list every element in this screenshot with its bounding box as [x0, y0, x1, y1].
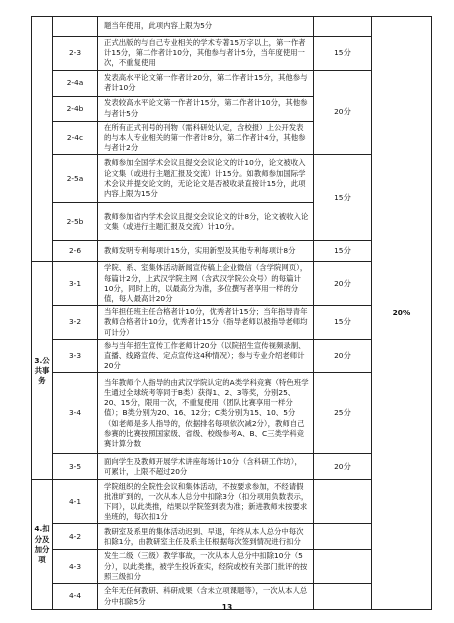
item-score: 15分 — [314, 241, 372, 262]
item-description: 参与当年招生宣传工作老师计20分（以院招生宣传视频录制、直播、线路宣传、定点宣传这4种情况）；参与专业介绍老师计20分 — [98, 339, 314, 373]
item-score: 20分 — [314, 70, 372, 155]
item-code: 4-2 — [53, 524, 98, 550]
item-score — [314, 480, 372, 524]
item-code: 3-5 — [53, 454, 98, 480]
item-description: 教师参加省内学术会议且提交会议论文的计8分，论文被收入论文集（或进行主题汇报及交流）计10分。 — [98, 203, 314, 241]
item-description: 发表较高水平论文第一作者计15分，第二作者计10分，其他参与者计5分 — [98, 96, 314, 121]
item-description: 当年担任班主任合格者计10分，优秀者计15分；当年指导青年教师合格者计10分，优秀者计15分（指导老师以被指导老师均可计分） — [98, 306, 314, 340]
item-description: 在所有正式刊号的刊物（需科研处认定，含校报）上公开发表的与本人专业相关的第一作者计8分，第二作者计4分，其他参与者计2分 — [98, 121, 314, 155]
criteria-table — [31, 16, 432, 610]
item-score: 15分 — [314, 37, 372, 71]
item-score — [314, 524, 372, 550]
item-description: 教研室及系里的集体活动迟到、早退，年终从本人总分中每次扣除1分，由教研室主任及系主任根据每次签到情况进行扣分 — [98, 524, 314, 550]
category-public-affairs: 3.公共事务 — [32, 262, 53, 480]
item-description: 学院组织的全院性会议和集体活动，不按要求参加，不经请假批准旷到的，一次从本人总分中扣除3分（扣分项用负数表示，下同），以此类推，结果以学院签到表为准；新进教师未按要求坐班的，每次扣1分 — [98, 480, 314, 524]
item-code: 2-4c — [53, 121, 98, 155]
item-score: 15分 — [314, 306, 372, 340]
item-score: 25分 — [314, 373, 372, 454]
total-weight: 20% — [372, 17, 432, 610]
item-code: 3-2 — [53, 306, 98, 340]
item-description: 面向学生及教师开展学术讲座每场计10分（含科研工作坊），可累计，上限不超过20分 — [98, 454, 314, 480]
table-row — [32, 17, 432, 37]
row-description: 题当年使用，此项内容上限为5分 — [98, 17, 314, 37]
item-code: 4-4 — [53, 584, 98, 610]
item-score: 20分 — [314, 262, 372, 306]
category-cell-2 — [32, 17, 53, 262]
item-description: 教师参加全国学术会议且提交会议论文的计10分，论文被收入论文集（或进行主题汇报及交流）计15分。如教师参加国际学术会议并提交论文的，无论论文是否被收录直接计15分，此项内容上限为15分 — [98, 155, 314, 203]
item-code: 2-4b — [53, 96, 98, 121]
item-code: 2-3 — [53, 37, 98, 71]
page-number: 13 — [221, 603, 233, 612]
item-description: 全年无任何教研、科研成果（含未立项课题等），一次从本人总分中扣除5分 — [98, 584, 314, 610]
item-code: 3-4 — [53, 373, 98, 454]
item-description: 正式出版的与自己专业相关的学术专著15万字以上，第一作者计15分，第二作者计10分，其他参与者计5分，当年度使用一次，不重复使用 — [98, 37, 314, 71]
category-deductions: 4.扣分及加分项 — [32, 480, 53, 610]
item-score: 20分 — [314, 339, 372, 373]
item-code: 3-1 — [53, 262, 98, 306]
item-code: 2-5b — [53, 203, 98, 241]
item-score: 20分 — [314, 454, 372, 480]
item-description: 教师发明专利每项计15分，实用新型及其他专利每项计8分 — [98, 241, 314, 262]
item-code: 4-3 — [53, 550, 98, 584]
item-description: 发表高水平论文第一作者计20分，第二作者计15分，其他参与者计10分 — [98, 70, 314, 96]
item-score — [314, 550, 372, 584]
item-code: 2-6 — [53, 241, 98, 262]
item-description: 学院、系、室集体活动新闻宣传稿上企业微信（含学院网页），每篇计2分，上武汉学院主网（含武汉学院公众号）的每篇计10分，同时上的，以最高分为准，多位撰写者享用一样的分值，每人最高计20分 — [98, 262, 314, 306]
item-code: 2-5a — [53, 155, 98, 203]
item-description: 当年教师个人指导的由武汉学院认定的A类学科竞赛（特色班学生通过全球统考等同于B类）获得1、2、3等奖，分别25、20、15分，限用一次，不重复使用（团队比赛享用一样分值）；B类分别为20、16、12分；C类分别为15、10、5分（如老师是多人指导的，依据排名每项依次减2分），教师自己参赛的比赛按照国家级、省级、校级参考A、B、C三类学科竞赛计算分数 — [98, 373, 314, 454]
item-score: 15分 — [314, 155, 372, 241]
item-code: 4-1 — [53, 480, 98, 524]
item-code: 3-3 — [53, 339, 98, 373]
item-description: 发生二级（三级）教学事故，一次从本人总分中扣除10分（5分），以此类推，被学生投诉查实，经院或校有关部门批评的按照三级扣分 — [98, 550, 314, 584]
item-code: 2-4a — [53, 70, 98, 96]
